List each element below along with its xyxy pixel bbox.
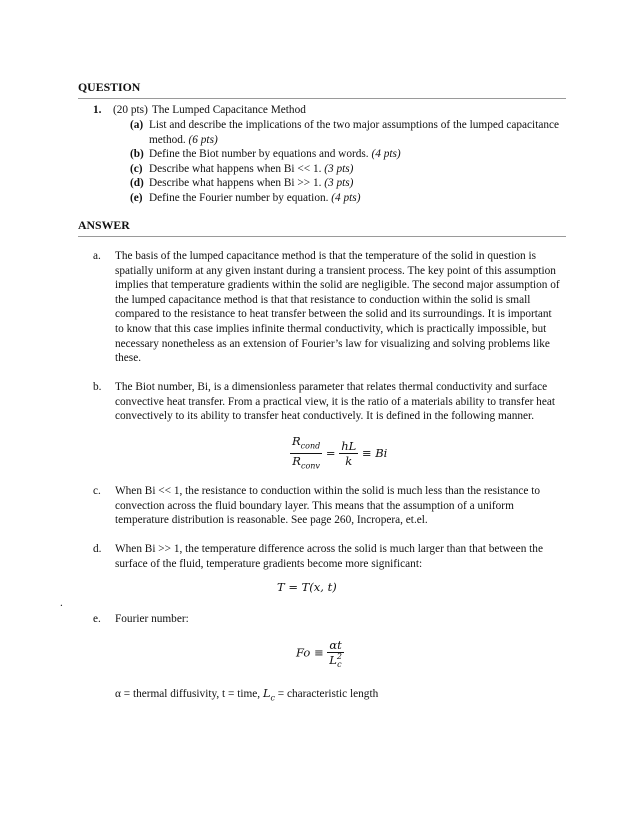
answer-a-text: The basis of the lumped capacitance method is that the temperature of the solid in question is spatially uniform at any given instant during a transient process. The key point of this assumption implies that temperature gradients within the solid are negligible. The second major assumption of the lumped capacitance method is that that resistance to conduction within the solid is small compared to the resistance to heat transfer between the solid and its surroundings. It is important to know that this case implies infinite thermal conductivity, which is practically impossible, but necessary nonetheless as an extension of Fourier’s law for visualizing and solving problems like these. — [115, 250, 560, 365]
part-label: (b) — [130, 148, 144, 161]
lc-sup: 2 — [336, 652, 342, 661]
question-number: 1. — [93, 104, 102, 116]
fraction-denominator — [290, 454, 322, 473]
question-title: The Lumped Capacitance Method — [151, 104, 306, 116]
part-label: (e) — [130, 191, 143, 204]
variable-definitions — [115, 687, 378, 706]
answer-heading: ANSWER — [78, 218, 566, 237]
fraction-denominator — [327, 653, 344, 669]
part-e-points: (4 pts) — [331, 191, 361, 204]
answer-e — [93, 612, 563, 627]
lc-symbol-sub: c — [270, 693, 275, 703]
answer-d-text: When Bi >> 1, the temperature difference across the solid is much larger than that between the surface of the fluid, temperature gradients become more significant: — [115, 543, 543, 570]
temperature-equation: T = T(x, t) — [277, 580, 337, 594]
answer-c-text: When Bi << 1, the resistance to conduction within the solid is much less than the resistance to convection across the fluid boundary layer. This means that the assumption of a uniform temperature distribution is reasonable. See page 260, Incropera, et.el. — [115, 485, 540, 527]
equiv-sign: ≡ — [361, 445, 372, 460]
answer-label: a. — [93, 250, 101, 262]
question-block — [93, 103, 563, 204]
script-stack — [337, 653, 342, 669]
lc-symbol-base: L — [262, 687, 271, 700]
question-stem — [93, 103, 563, 118]
question-part-c — [130, 162, 560, 177]
biot-equation — [290, 434, 387, 474]
stray-period: . — [60, 597, 63, 609]
part-d-text: Describe what happens when Bi >> 1. — [149, 177, 322, 190]
question-parts — [130, 118, 560, 206]
r-conv-base: R — [292, 454, 301, 469]
answer-label: d. — [93, 543, 102, 555]
part-text — [149, 118, 560, 147]
lc-sub: c — [337, 660, 342, 669]
bi-symbol: Bi — [375, 445, 388, 460]
fraction-numerator — [290, 434, 322, 454]
fourier-fraction — [327, 638, 344, 669]
answer-c — [93, 484, 563, 528]
part-text — [149, 147, 560, 162]
question-part-b — [130, 147, 560, 162]
definitions-suffix: = characteristic length — [274, 688, 379, 700]
part-label: (d) — [130, 177, 144, 190]
part-label: (c) — [130, 162, 143, 175]
hl-over-k-fraction — [339, 439, 358, 468]
equiv-sign: ≡ — [313, 645, 324, 660]
part-b-text: Define the Biot number by equations and words. — [149, 148, 369, 161]
part-label: (a) — [130, 119, 144, 131]
part-c-points: (3 pts) — [324, 162, 354, 175]
resistance-ratio-fraction — [290, 434, 322, 474]
part-text — [149, 191, 560, 206]
r-cond-sub: cond — [300, 441, 321, 451]
lc-base: L — [329, 653, 337, 667]
answer-label: e. — [93, 613, 101, 625]
answer-b — [93, 380, 563, 424]
question-part-e — [130, 191, 560, 206]
answer-e-text: Fourier number: — [115, 613, 189, 625]
r-conv-sub: conv — [300, 461, 320, 471]
part-d-points: (3 pts) — [324, 177, 354, 190]
fo-symbol: Fo — [296, 645, 311, 660]
part-e-text: Define the Fourier number by equation. — [149, 191, 329, 204]
part-text — [149, 176, 560, 191]
equals-sign: = — [325, 445, 336, 460]
hl-numerator: hL — [341, 439, 357, 454]
definitions-prefix: α = thermal diffusivity, t = time, — [115, 688, 263, 700]
part-a-text: List and describe the implications of the two major assumptions of the lumped capacitance method. — [149, 119, 560, 146]
k-denominator: k — [345, 454, 353, 469]
fourier-equation — [296, 638, 344, 669]
question-points: (20 pts) — [113, 104, 148, 116]
part-a-points: (6 pts) — [188, 133, 218, 146]
question-part-a — [130, 118, 560, 147]
part-b-points: (4 pts) — [371, 148, 401, 161]
answer-d — [93, 542, 563, 571]
answer-a — [93, 249, 563, 366]
answer-b-text: The Biot number, Bi, is a dimensionless parameter that relates thermal conductivity and surface convective heat transfer. From a practical view, it is the ratio of a materials ability to transfer heat convectively to its ability to transfer heat conductively. It is defined in the following manner. — [115, 381, 555, 423]
question-part-d — [130, 176, 560, 191]
part-c-text: Describe what happens when Bi << 1. — [149, 162, 322, 175]
part-text — [149, 162, 560, 177]
r-cond-base: R — [292, 434, 301, 448]
alpha-t-numerator: αt — [327, 638, 344, 653]
question-heading: QUESTION — [78, 80, 566, 99]
answer-label: c. — [93, 485, 101, 497]
answer-label: b. — [93, 381, 102, 393]
